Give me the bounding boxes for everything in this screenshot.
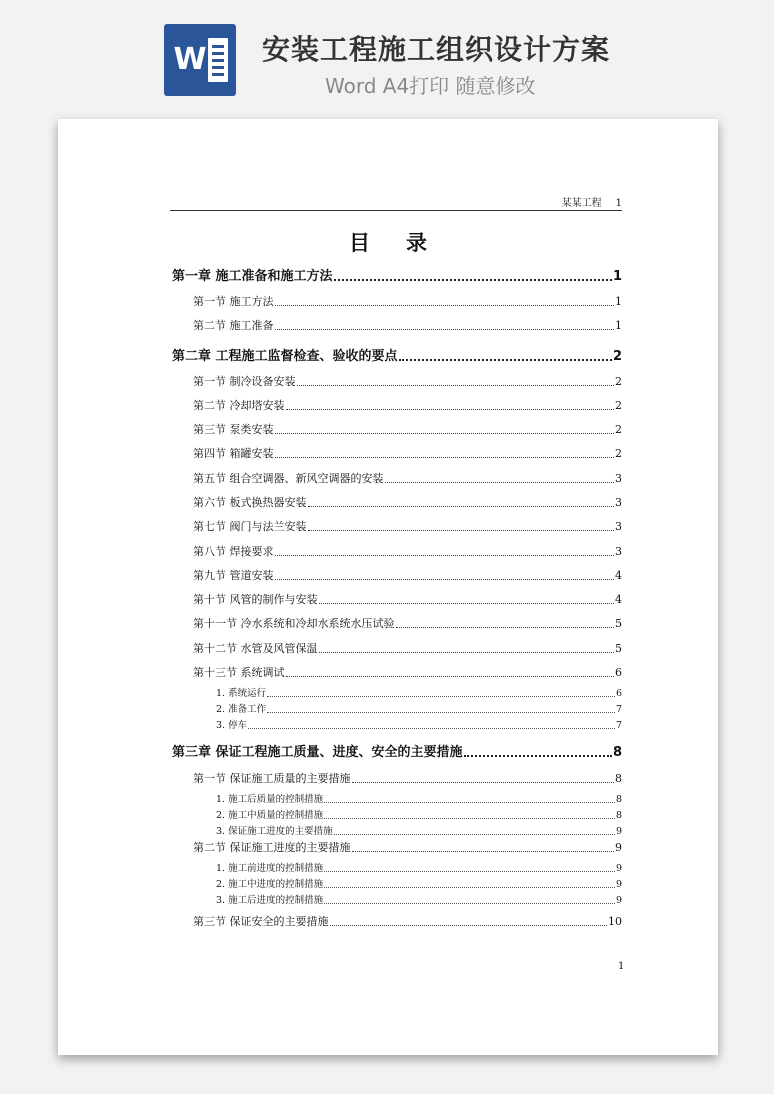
toc-entry-section[interactable] xyxy=(193,293,622,309)
toc-entry-sub[interactable] xyxy=(216,791,622,805)
toc-entry-section[interactable] xyxy=(193,591,622,607)
toc-entry-label: 第二节 施工准备 xyxy=(193,319,274,332)
toc-entry-section[interactable] xyxy=(193,543,622,559)
toc-entry-label: 第一节 施工方法 xyxy=(193,295,274,308)
toc-entry-page: 10 xyxy=(608,915,622,928)
toc-entry-section[interactable] xyxy=(193,567,622,583)
toc-dot-leader xyxy=(275,305,615,306)
toc-entry-chapter[interactable] xyxy=(172,265,622,284)
toc-entry-sub[interactable] xyxy=(216,876,622,890)
toc-entry-label: 3. 施工后进度的控制措施 xyxy=(216,895,324,906)
toc-dot-leader xyxy=(324,802,615,803)
toc-entry-page: 8 xyxy=(612,745,622,760)
toc-dot-leader xyxy=(286,409,615,410)
toc-entry-sub[interactable] xyxy=(216,823,622,837)
footer-page-number: 1 xyxy=(618,961,625,972)
toc-entry-page: 1 xyxy=(615,295,622,308)
document-lines-icon xyxy=(208,38,228,82)
toc-entry-page: 7 xyxy=(615,720,622,731)
toc-entry-sub[interactable] xyxy=(216,807,622,821)
toc-entry-label: 第十二节 水管及风管保温 xyxy=(193,642,318,655)
toc-entry-section[interactable] xyxy=(193,640,622,656)
banner-subtitle: Word A4打印 随意修改 xyxy=(325,74,536,98)
running-header xyxy=(170,194,622,211)
toc-entry-section[interactable] xyxy=(193,317,622,333)
toc-entry-label: 1. 系统运行 xyxy=(216,688,267,699)
toc-entry-page: 2 xyxy=(615,447,622,460)
toc-entry-label: 1. 施工前进度的控制措施 xyxy=(216,863,324,874)
toc-dot-leader xyxy=(352,851,615,852)
toc-entry-section[interactable] xyxy=(193,664,622,680)
toc-dot-leader xyxy=(275,579,615,580)
toc-entry-label: 1. 施工后质量的控制措施 xyxy=(216,794,324,805)
toc-dot-leader xyxy=(324,871,615,872)
toc-entry-page: 3 xyxy=(615,520,622,533)
toc-dot-leader xyxy=(275,433,615,434)
toc-dot-leader xyxy=(385,482,615,483)
toc-dot-leader xyxy=(399,359,612,361)
toc-entry-sub[interactable] xyxy=(216,860,622,874)
toc-entry-page: 1 xyxy=(612,269,622,284)
toc-entry-page: 1 xyxy=(615,319,622,332)
toc-entry-section[interactable] xyxy=(193,373,622,389)
toc-dot-leader xyxy=(275,329,615,330)
toc-dot-leader xyxy=(297,385,615,386)
toc-entry-page: 8 xyxy=(615,794,622,805)
toc-entry-section[interactable] xyxy=(193,615,622,631)
toc-entry-section[interactable] xyxy=(193,770,622,786)
toc-entry-label: 第七节 阀门与法兰安装 xyxy=(193,520,307,533)
toc-entry-label: 第六节 板式换热器安装 xyxy=(193,496,307,509)
toc-entry-section[interactable] xyxy=(193,470,622,486)
toc-entry-page: 9 xyxy=(615,841,622,854)
toc-dot-leader xyxy=(308,506,615,507)
toc-entry-page: 4 xyxy=(615,593,622,606)
toc-entry-page: 3 xyxy=(615,496,622,509)
toc-entry-page: 2 xyxy=(615,375,622,388)
toc-dot-leader xyxy=(324,818,615,819)
toc-entry-page: 8 xyxy=(615,810,622,821)
toc-entry-page: 7 xyxy=(615,704,622,715)
toc-dot-leader xyxy=(275,457,615,458)
toc-dot-leader xyxy=(267,712,615,713)
toc-entry-page: 9 xyxy=(615,895,622,906)
toc-entry-label: 第四节 箱罐安装 xyxy=(193,447,274,460)
toc-dot-leader xyxy=(248,728,615,729)
toc-entry-label: 2. 施工中质量的控制措施 xyxy=(216,810,324,821)
toc-entry-section[interactable] xyxy=(193,421,622,437)
toc-entry-label: 3. 保证施工进度的主要措施 xyxy=(216,826,333,837)
banner xyxy=(0,0,774,110)
word-logo-icon xyxy=(164,24,236,96)
document-page xyxy=(58,119,718,1055)
toc-entry-label: 第三节 泵类安装 xyxy=(193,423,274,436)
toc-entry-label: 第十三节 系统调试 xyxy=(193,666,285,679)
toc-entry-label: 第九节 管道安装 xyxy=(193,569,274,582)
toc-dot-leader xyxy=(308,530,615,531)
toc-entry-page: 9 xyxy=(615,863,622,874)
toc-entry-label: 第十节 风管的制作与安装 xyxy=(193,593,318,606)
toc-entry-section[interactable] xyxy=(193,913,622,929)
toc-entry-section[interactable] xyxy=(193,397,622,413)
toc-entry-page: 6 xyxy=(615,688,622,699)
toc-dot-leader xyxy=(330,925,608,926)
toc-dot-leader xyxy=(324,887,615,888)
toc-entry-section[interactable] xyxy=(193,518,622,534)
toc-entry-page: 3 xyxy=(615,545,622,558)
header-page-number: 1 xyxy=(615,198,622,209)
toc-entry-label: 第二章 工程施工监督检查、验收的要点 xyxy=(172,349,398,364)
toc-dot-leader xyxy=(464,755,612,757)
toc-entry-chapter[interactable] xyxy=(172,345,622,364)
toc-dot-leader xyxy=(334,834,615,835)
toc-entry-label: 2. 施工中进度的控制措施 xyxy=(216,879,324,890)
header-project-name: 某某工程 xyxy=(561,198,602,209)
toc-dot-leader xyxy=(275,555,615,556)
toc-entry-page: 2 xyxy=(615,399,622,412)
toc-entry-label: 第一节 制冷设备安装 xyxy=(193,375,296,388)
toc-dot-leader xyxy=(396,627,615,628)
banner-title: 安装工程施工组织设计方案 xyxy=(262,33,611,66)
toc-entry-label: 第二节 冷却塔安装 xyxy=(193,399,285,412)
toc-dot-leader xyxy=(267,696,615,697)
toc-dot-leader xyxy=(352,782,615,783)
toc-entry-page: 5 xyxy=(615,642,622,655)
toc-entry-label: 第一章 施工准备和施工方法 xyxy=(172,269,333,284)
toc-entry-page: 2 xyxy=(615,423,622,436)
toc-entry-label: 第三节 保证安全的主要措施 xyxy=(193,915,329,928)
toc-dot-leader xyxy=(319,603,615,604)
toc-entry-section[interactable] xyxy=(193,839,622,855)
toc-entry-sub[interactable] xyxy=(216,892,622,906)
toc-entry-label: 3. 停车 xyxy=(216,720,248,731)
toc-entry-page: 6 xyxy=(615,666,622,679)
toc-entry-page: 3 xyxy=(615,472,622,485)
toc-entry-label: 第二节 保证施工进度的主要措施 xyxy=(193,841,351,854)
toc-entry-label: 第五节 组合空调器、新风空调器的安装 xyxy=(193,472,384,485)
toc-title: 目录 xyxy=(349,231,463,255)
toc-entry-section[interactable] xyxy=(193,494,622,510)
toc-entry-page: 4 xyxy=(615,569,622,582)
toc-entry-section[interactable] xyxy=(193,445,622,461)
word-logo-letter: W xyxy=(173,42,207,77)
toc-entry-label: 2. 准备工作 xyxy=(216,704,267,715)
toc-entry-label: 第一节 保证施工质量的主要措施 xyxy=(193,772,351,785)
toc-entry-label: 第十一节 冷水系统和冷却水系统水压试验 xyxy=(193,617,395,630)
toc-entry-sub[interactable] xyxy=(216,685,622,699)
toc-entry-page: 9 xyxy=(615,879,622,890)
toc-entry-chapter[interactable] xyxy=(172,741,622,760)
toc-entry-page: 9 xyxy=(615,826,622,837)
toc-entry-page: 8 xyxy=(615,772,622,785)
toc-entry-sub[interactable] xyxy=(216,717,622,731)
toc-entry-page: 2 xyxy=(612,349,622,364)
toc-entry-label: 第三章 保证工程施工质量、进度、安全的主要措施 xyxy=(172,745,463,760)
toc-entry-label: 第八节 焊接要求 xyxy=(193,545,274,558)
toc-dot-leader xyxy=(334,279,612,281)
toc-dot-leader xyxy=(324,903,615,904)
toc-entry-sub[interactable] xyxy=(216,701,622,715)
toc-dot-leader xyxy=(319,652,615,653)
toc-entry-page: 5 xyxy=(615,617,622,630)
toc-dot-leader xyxy=(286,676,615,677)
